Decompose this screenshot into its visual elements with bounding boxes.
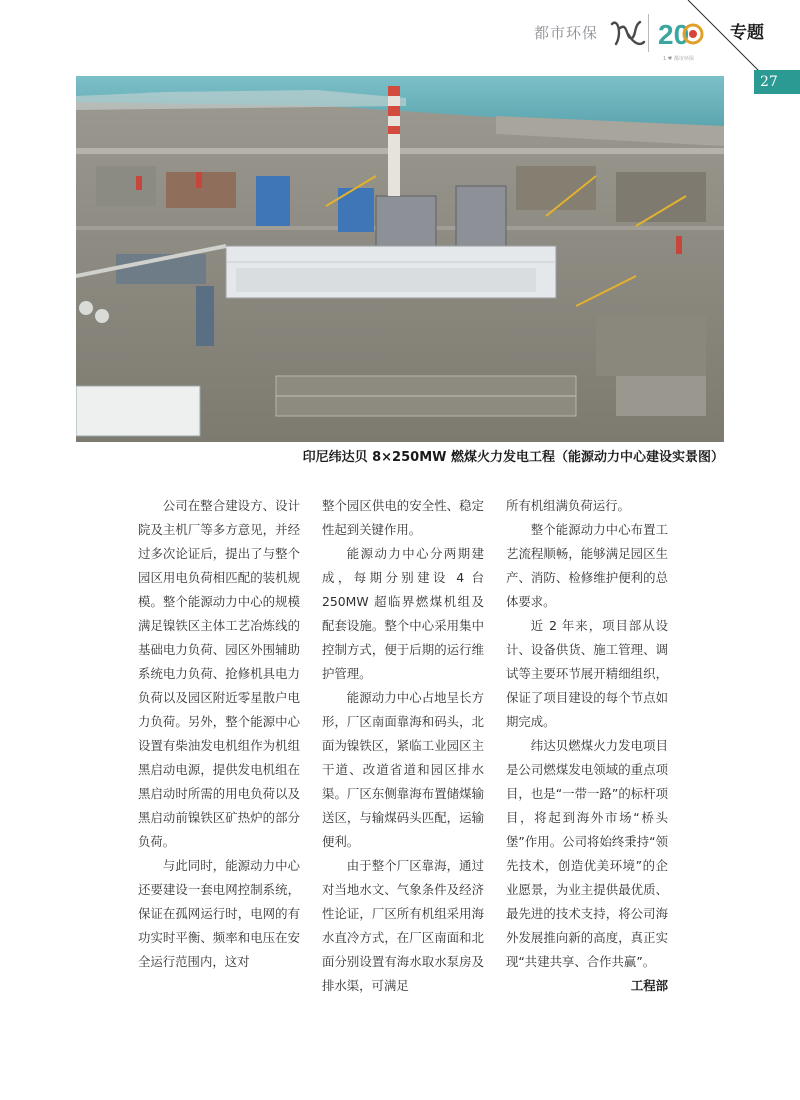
paragraph: 与此同时，能源动力中心还要建设一套电网控制系统，保证在孤网运行时，电网的有功实时平衡、频率和电压在安全运行范围内，这对 <box>138 858 300 969</box>
figure-caption: 印尼纬达贝 8×250MW 燃煤火力发电工程（能源动力中心建设实景图） <box>302 450 724 465</box>
anniversary-number: 20 <box>658 19 690 50</box>
paragraph: 能源动力中心占地呈长方形，厂区南面靠海和码头，北面为镍铁区，紧临工业园区主干道、改道省道和园区排水渠。厂区东侧靠海布置储煤输送区，与输煤码头匹配，运输便利。 <box>322 690 484 849</box>
magazine-brand: 都市环保 <box>534 24 599 42</box>
page-header <box>0 0 800 90</box>
paragraph: 整个能源动力中心布置工艺流程顺畅，能够满足园区生产、消防、检修维护便利的总体要求。 <box>506 522 668 609</box>
paragraph-text: 纬达贝燃煤火力发电项目是公司燃煤发电领域的重点项目，也是“一带一路”的标杆项目，将起到海外市场“桥头堡”作用。公司将始终秉持“领先技术，创造优美环境”的企业愿景，为业主提供最优质、最先进的技术支持，将公司海外发展推向新的高度，真正实现“共建共享、合作共赢”。 <box>506 738 668 969</box>
anniversary-caption: 1 ♥ 都市环保 <box>663 56 694 62</box>
header-corner-line <box>0 0 800 80</box>
article-column-1 <box>138 494 300 974</box>
paragraph: 由于整个厂区靠海，通过对当地水文、气象条件及经济性论证，厂区所有机组采用海水直冷方式，在厂区南面和北面分别设置有海水取水泵房及排水渠，可满足 <box>322 858 484 993</box>
paragraph: 公司在整合建设方、设计院及主机厂等多方意见，并经过多次论证后，提出了与整个园区用电负荷相匹配的装机规模。整个能源动力中心的规模满足镍铁区主体工艺冶炼线的基础电力负荷、园区外围辅助系统电力负荷、抢修机具电力负荷以及园区附近零星散户电力负荷。另外，整个能源中心设置有柴油发电机组作为机组黑启动电源，提供发电机组在黑启动时所需的用电负荷以及黑启动前镍铁区矿热炉的部分负荷。 <box>138 498 300 849</box>
paragraph: 近 2 年来，项目部从设计、设备供货、施工管理、调试等主要环节展开精细组织，保证了项目建设的每个节点如期完成。 <box>506 618 668 729</box>
article-column-3 <box>506 494 668 998</box>
aerial-photo-illustration <box>76 76 724 442</box>
power-plant-aerial-photo <box>76 76 724 442</box>
section-label: 专题 <box>730 23 764 43</box>
paragraph-continued: 所有机组满负荷运行。 <box>506 498 630 513</box>
author-signature: 工程部 <box>630 978 668 993</box>
paragraph <box>506 734 668 993</box>
paragraph: 能源动力中心分两期建成，每期分别建设 4 台 250MW 超临界燃煤机组及配套设施。整个中心采用集中控制方式，便于后期的运行维护管理。 <box>322 546 484 681</box>
page-number-tab: 27 <box>754 70 800 94</box>
paragraph-continued: 整个园区供电的安全性、稳定性起到关键作用。 <box>322 498 484 537</box>
article-column-2 <box>322 494 484 998</box>
